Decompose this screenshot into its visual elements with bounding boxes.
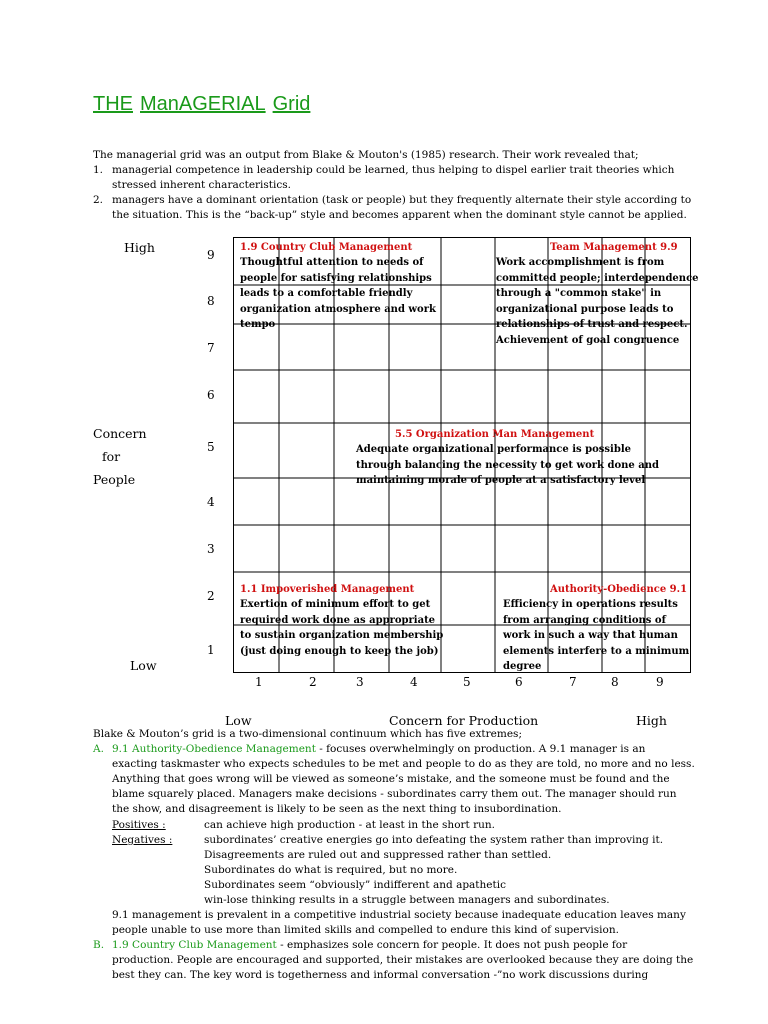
q99-text [496,255,699,348]
section-a-para2-line-1: 9.1 management is prevalent in a competitive industrial society because inadequate education leaves many [112,909,686,921]
intro-list-number-1: 1. [93,164,104,176]
q91-line: degree [503,661,542,672]
q99-line: committed people; interdependence [496,272,699,284]
q19-text [240,255,436,333]
section-b-title: 1.9 Country Club Management [112,939,277,951]
q55-text [356,442,659,489]
x-tick-2: 2 [309,675,317,689]
q99-line: Work accomplishment is from [496,257,665,268]
q19-heading: 1.9 Country Club Management [240,242,413,253]
y-tick-6: 6 [207,388,215,402]
q99-heading: Team Management 9.9 [550,242,678,253]
q99-line: Achievement of goal congruence [496,334,680,346]
q91-line: work in such a way that human [503,630,678,641]
y-tick-8: 8 [207,294,215,308]
negatives-item-4: Subordinates seem “obviously” indifferent and apathetic [204,879,506,891]
q19-line: people for satisfying relationships [240,272,432,284]
q55-line: through balancing the necessity to get work done and [356,459,659,471]
section-a-title: 9.1 Authority-Obedience Management [112,743,316,755]
y-tick-1: 1 [207,643,215,657]
y-tick-7: 7 [207,341,215,355]
q55-line: maintaining morale of people at a satisfactory level [356,475,646,486]
q19-line: Thoughtful attention to needs of [240,257,424,268]
y-axis-title-line-2: for [102,449,121,464]
x-axis-high-label: High [636,713,667,728]
q99-line: through a "common stake" in [496,288,662,299]
intro-item-1-line-1: managerial competence in leadership could be learned, thus helping to dispel earlier trait theories which [112,164,675,176]
section-a-para2-line-2: people unable to use more than limited skills and compelled to endure this kind of supervision. [112,924,619,936]
q55-heading: 5.5 Organization Man Management [395,429,595,440]
intro-paragraph: The managerial grid was an output from Blake & Mouton's (1985) research. Their work revealed that; [93,149,639,161]
y-axis-title-line-3: People [93,472,136,487]
q11-line: to sustain organization membership [240,630,444,641]
section-b-line-2: production. People are encouraged and supported, their mistakes are overlooked because they are doing the [112,954,694,966]
section-a-line-1 [112,742,645,757]
q55-line: Adequate organizational performance is possible [356,444,631,455]
positives-label-text: Positives : [112,819,166,831]
y-tick-3: 3 [207,542,215,556]
section-a-line-3: Anything that goes wrong will be viewed as someone’s mistake, and the someone must be found and the [112,773,670,785]
q91-line: Efficiency in operations results [503,599,678,610]
y-tick-9: 9 [207,248,215,262]
page-title [93,93,317,116]
q11-text [240,597,443,659]
negatives-item-1: subordinates’ creative energies go into defeating the system rather than improving it. [204,834,664,846]
q91-line: elements interfere to a minimum [503,645,690,657]
q91-text [503,597,689,675]
y-tick-2: 2 [207,589,215,603]
body-intro-line: Blake & Mouton’s grid is a two-dimensional continuum which has five extremes; [93,728,522,740]
y-tick-5: 5 [207,440,215,454]
negatives-item-3: Subordinates do what is required, but no more. [204,864,458,876]
x-tick-1: 1 [255,675,263,689]
y-axis-title-line-1: Concern [93,426,147,441]
q19-line: organization atmosphere and work [240,303,436,315]
section-b-line-1 [112,938,627,953]
x-tick-3: 3 [356,675,364,689]
section-a-line-2: exacting taskmaster who expects schedules to be met and people to do as they are told, no more and no less. [112,758,695,770]
section-b-line-1-text: - emphasizes sole concern for people. It does not push people for [276,939,628,951]
positives-label [112,818,166,833]
negatives-item-5: win-lose thinking results in a struggle between managers and subordinates. [204,894,610,906]
intro-item-2-line-2: the situation. This is the “back-up” style and becomes apparent when the dominant style cannot be applied. [112,209,687,221]
positives-text: can achieve high production - at least in the short run. [204,819,495,831]
x-tick-6: 6 [515,675,523,689]
x-tick-8: 8 [611,675,619,689]
y-tick-4: 4 [207,495,215,509]
x-tick-7: 7 [569,675,577,689]
section-a-line-4: blame squarely placed. Managers make decisions - subordinates carry them out. The manager should run [112,788,677,800]
managerial-grid [233,237,699,673]
q11-line: (just doing enough to keep the job) [240,645,439,657]
section-b-marker: B. [93,939,105,951]
q91-line: from arranging conditions of [503,614,666,626]
intro-item-1-line-2: stressed inherent characteristics. [112,179,291,191]
q19-line: leads to a comfortable friendly [240,288,413,299]
section-b-line-3: best they can. The key word is togetherness and informal conversation -”no work discussions during [112,969,649,981]
y-axis-low-label: Low [130,658,157,673]
section-a-marker: A. [93,743,104,755]
q99-line: organizational purpose leads to [496,303,674,315]
x-tick-5: 5 [463,675,471,689]
title-word-the: THE [93,93,133,115]
x-axis-title: Concern for Production [389,713,539,728]
intro-list-number-2: 2. [93,194,104,206]
section-a-line-1-text: - focuses overwhelmingly on production. A 9.1 manager is an [315,743,646,755]
title-word-managerial: ManAGERIAL [140,93,266,115]
section-a-line-5: the show, and disagreement is likely to be seen as the next thing to insubordination. [112,803,562,815]
q11-heading: 1.1 Impoverished Management [240,584,415,595]
negatives-item-2: Disagreements are ruled out and suppressed rather than settled. [204,849,552,861]
q11-line: required work done as appropriate [240,614,436,626]
y-axis-high-label: High [124,240,155,255]
x-tick-9: 9 [656,675,664,689]
negatives-label [112,833,172,848]
title-word-grid: Grid [272,93,311,115]
q99-line: relationships of trust and respect. [496,319,688,330]
q11-line: Exertion of minimum effort to get [240,599,431,610]
negatives-label-text: Negatives : [112,834,173,846]
x-axis-low-label: Low [225,713,252,728]
x-tick-4: 4 [410,675,418,689]
q19-line: tempo [240,319,276,330]
intro-item-2-line-1: managers have a dominant orientation (task or people) but they frequently alternate their style according to [112,194,692,206]
q91-heading: Authority-Obedience 9.1 [550,584,688,595]
